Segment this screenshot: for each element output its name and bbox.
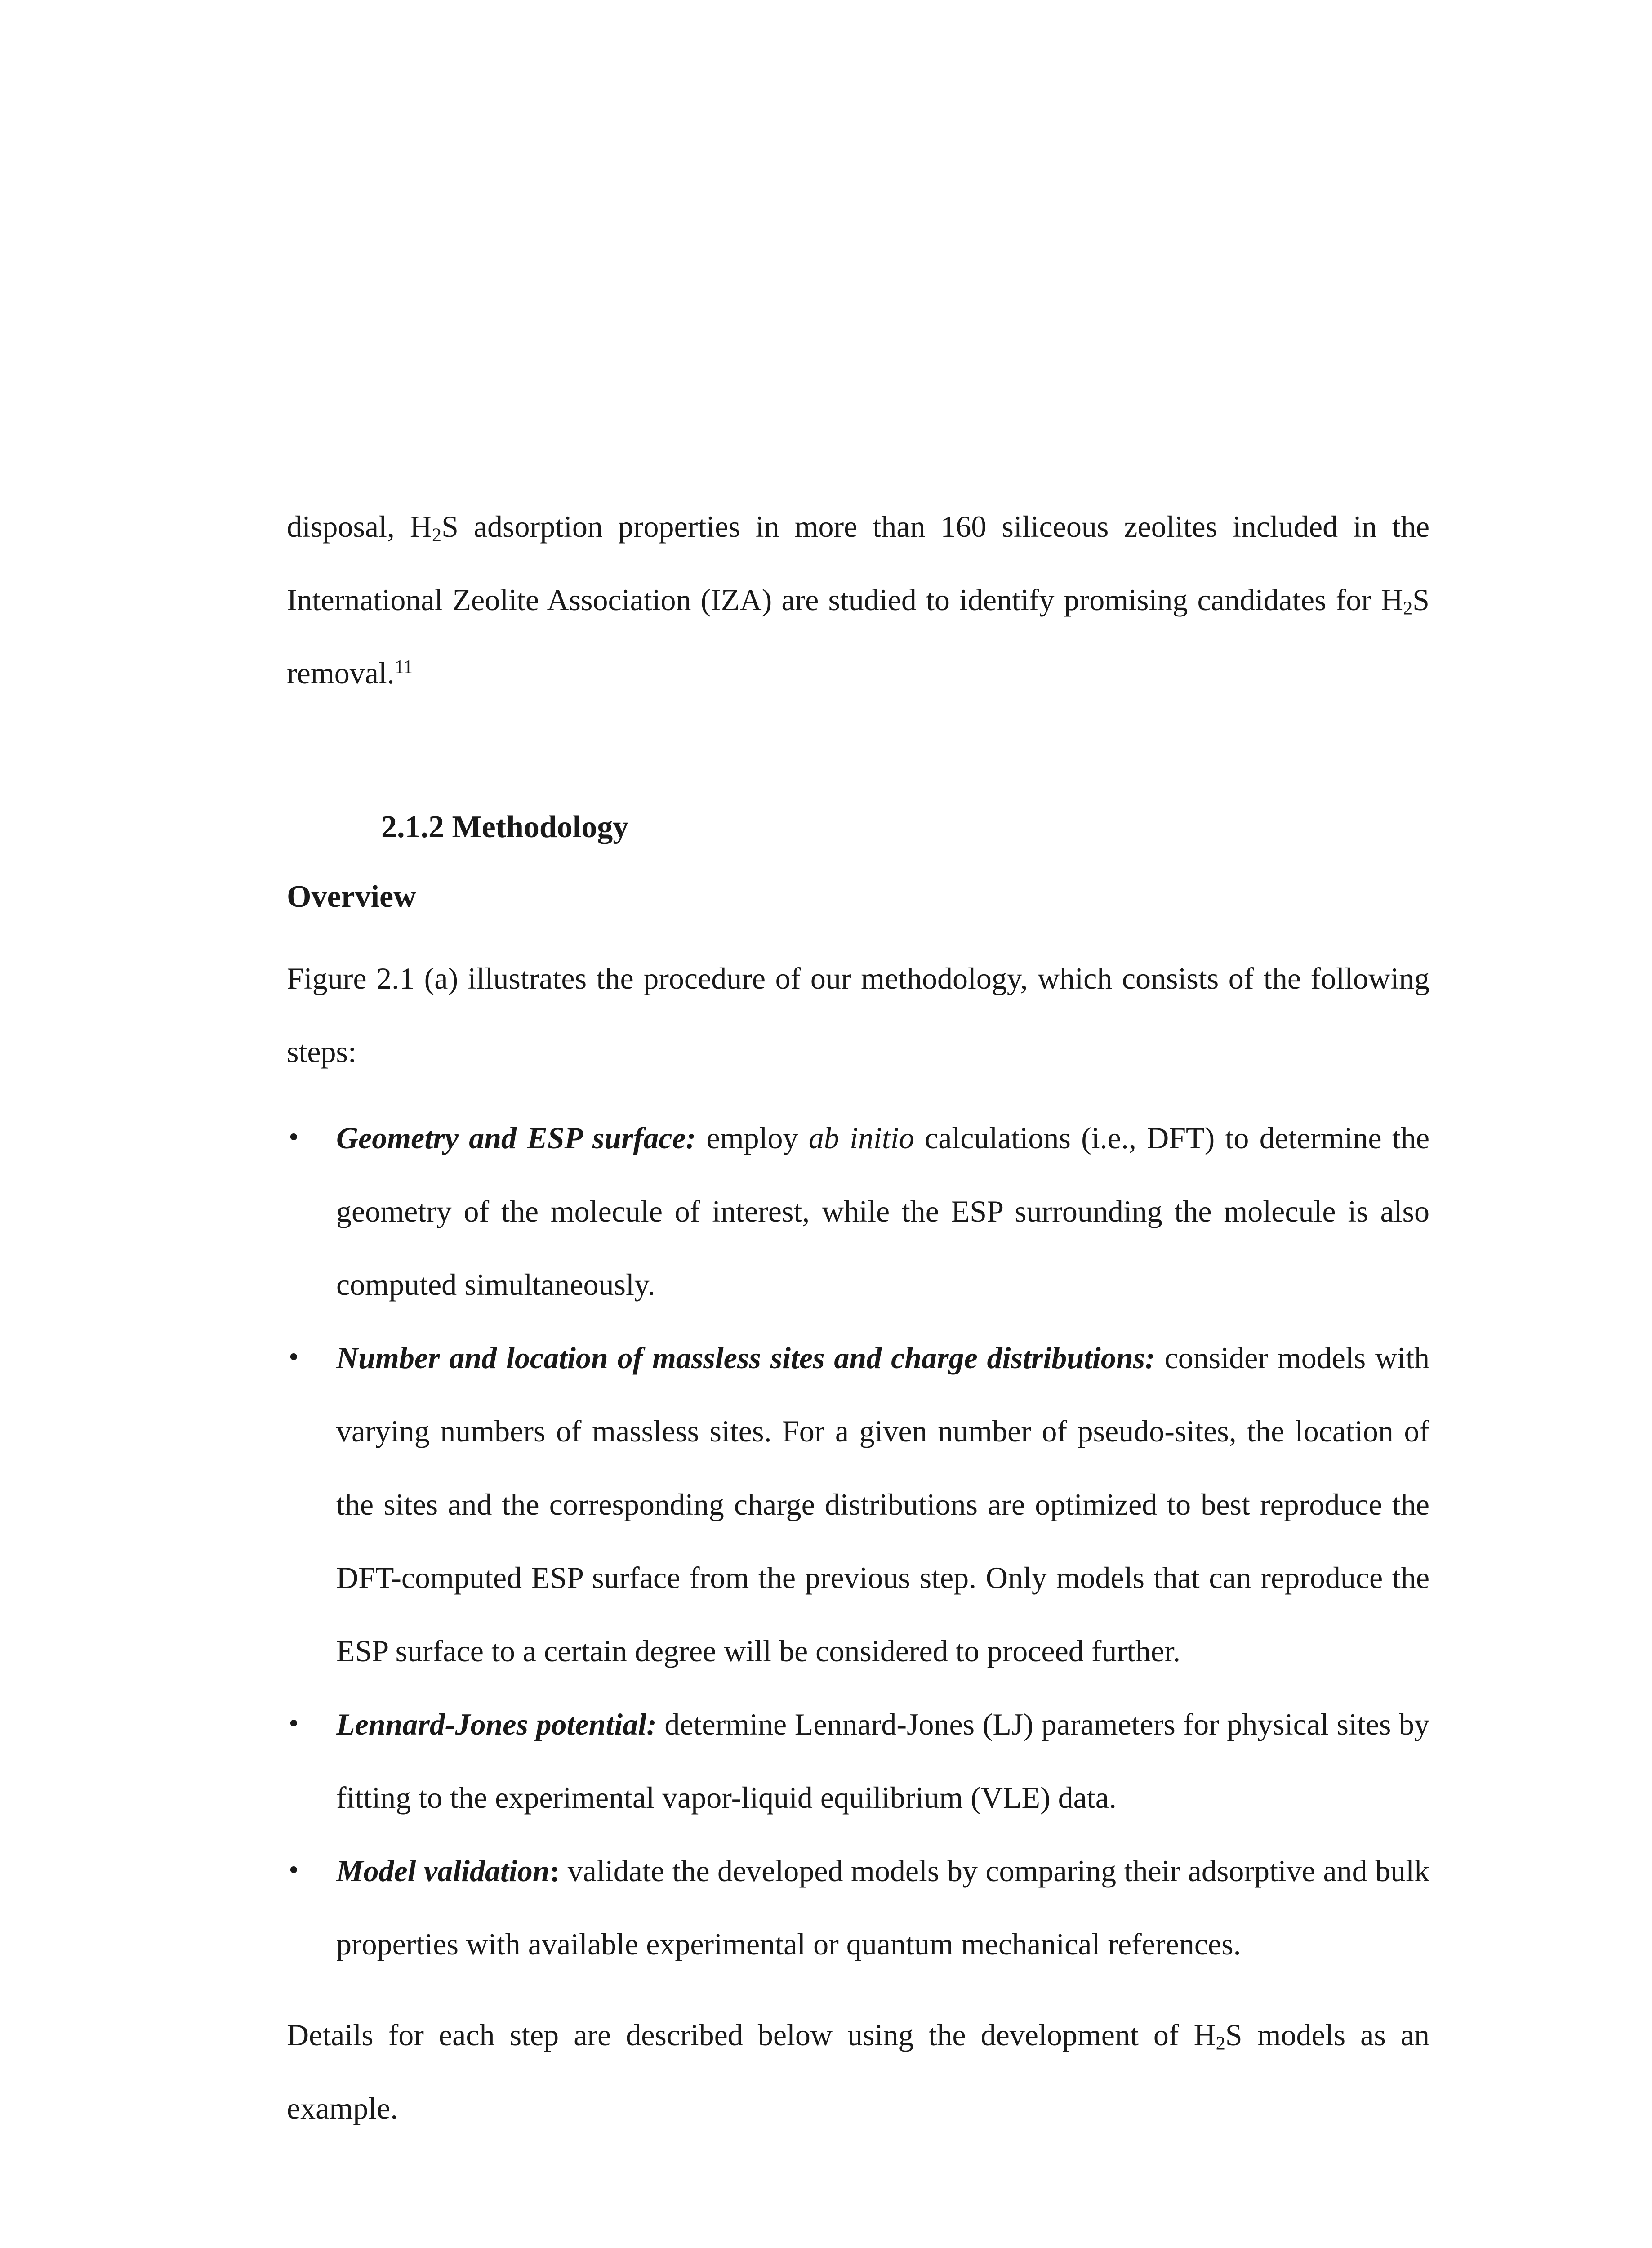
details-text-2: S models as an example. xyxy=(287,2018,1429,2125)
list-item xyxy=(287,1688,1429,1834)
figure-paragraph xyxy=(287,942,1429,1088)
step-lead: Lennard-Jones potential: xyxy=(336,1707,657,1741)
step-italic-term: ab initio xyxy=(808,1121,914,1155)
figure-paragraph-text: Figure 2.1 (a) illustrates the procedure of our methodology, which consists of the following steps: xyxy=(287,961,1429,1069)
bullet-icon: • xyxy=(287,1344,301,1371)
step-lead: Geometry and ESP surface: xyxy=(336,1121,696,1155)
bullet-icon: • xyxy=(287,1124,301,1151)
intro-subscript-1: 2 xyxy=(432,524,442,546)
list-item xyxy=(287,1321,1429,1688)
section-heading: 2.1.2 Methodology xyxy=(381,810,629,844)
intro-subscript-2: 2 xyxy=(1403,598,1413,619)
details-paragraph xyxy=(287,1998,1429,2145)
intro-text-1: disposal, H xyxy=(287,509,432,544)
overview-subheading: Overview xyxy=(287,879,416,914)
step-lead-colon: : xyxy=(549,1854,560,1888)
details-text-1: Details for each step are described below using the development of H xyxy=(287,2018,1216,2052)
step-text: consider models with varying numbers of massless sites. For a given number of pseudo-sites, the location of the sites and the corresponding charge distributions are optimized to best reproduce the DFT-computed ESP surface from the previous step. Only models that can reproduce the ESP surface to a certain degree will be considered to proceed further. xyxy=(336,1341,1429,1668)
step-lead: Model validation xyxy=(336,1854,550,1888)
intro-text-3: S removal. xyxy=(287,583,1429,690)
step-text: determine Lennard-Jones (LJ) parameters for physical sites by fitting to the experimental vapor-liquid equilibrium (VLE) data. xyxy=(336,1707,1429,1815)
bullet-icon: • xyxy=(287,1857,301,1884)
step-text: validate the developed models by comparing their adsorptive and bulk properties with available experimental or quantum mechanical references. xyxy=(336,1854,1429,1961)
list-item xyxy=(287,1102,1429,1321)
intro-text-2: S adsorption properties in more than 160 siliceous zeolites included in the International Zeolite Association (IZA) are studied to identify promising candidates for H xyxy=(287,509,1430,617)
methodology-steps-list xyxy=(287,1102,1429,1981)
step-text: calculations (i.e., DFT) to determine the geometry of the molecule of interest, while the ESP surrounding the molecule is also computed simultaneously. xyxy=(336,1121,1429,1302)
bullet-icon: • xyxy=(287,1711,301,1738)
intro-paragraph xyxy=(287,490,1429,710)
details-subscript: 2 xyxy=(1216,2033,1225,2054)
step-text: employ xyxy=(696,1121,809,1155)
step-lead: Number and location of massless sites and charge distributions: xyxy=(336,1341,1155,1375)
citation-superscript: 11 xyxy=(394,656,413,678)
list-item xyxy=(287,1834,1429,1981)
